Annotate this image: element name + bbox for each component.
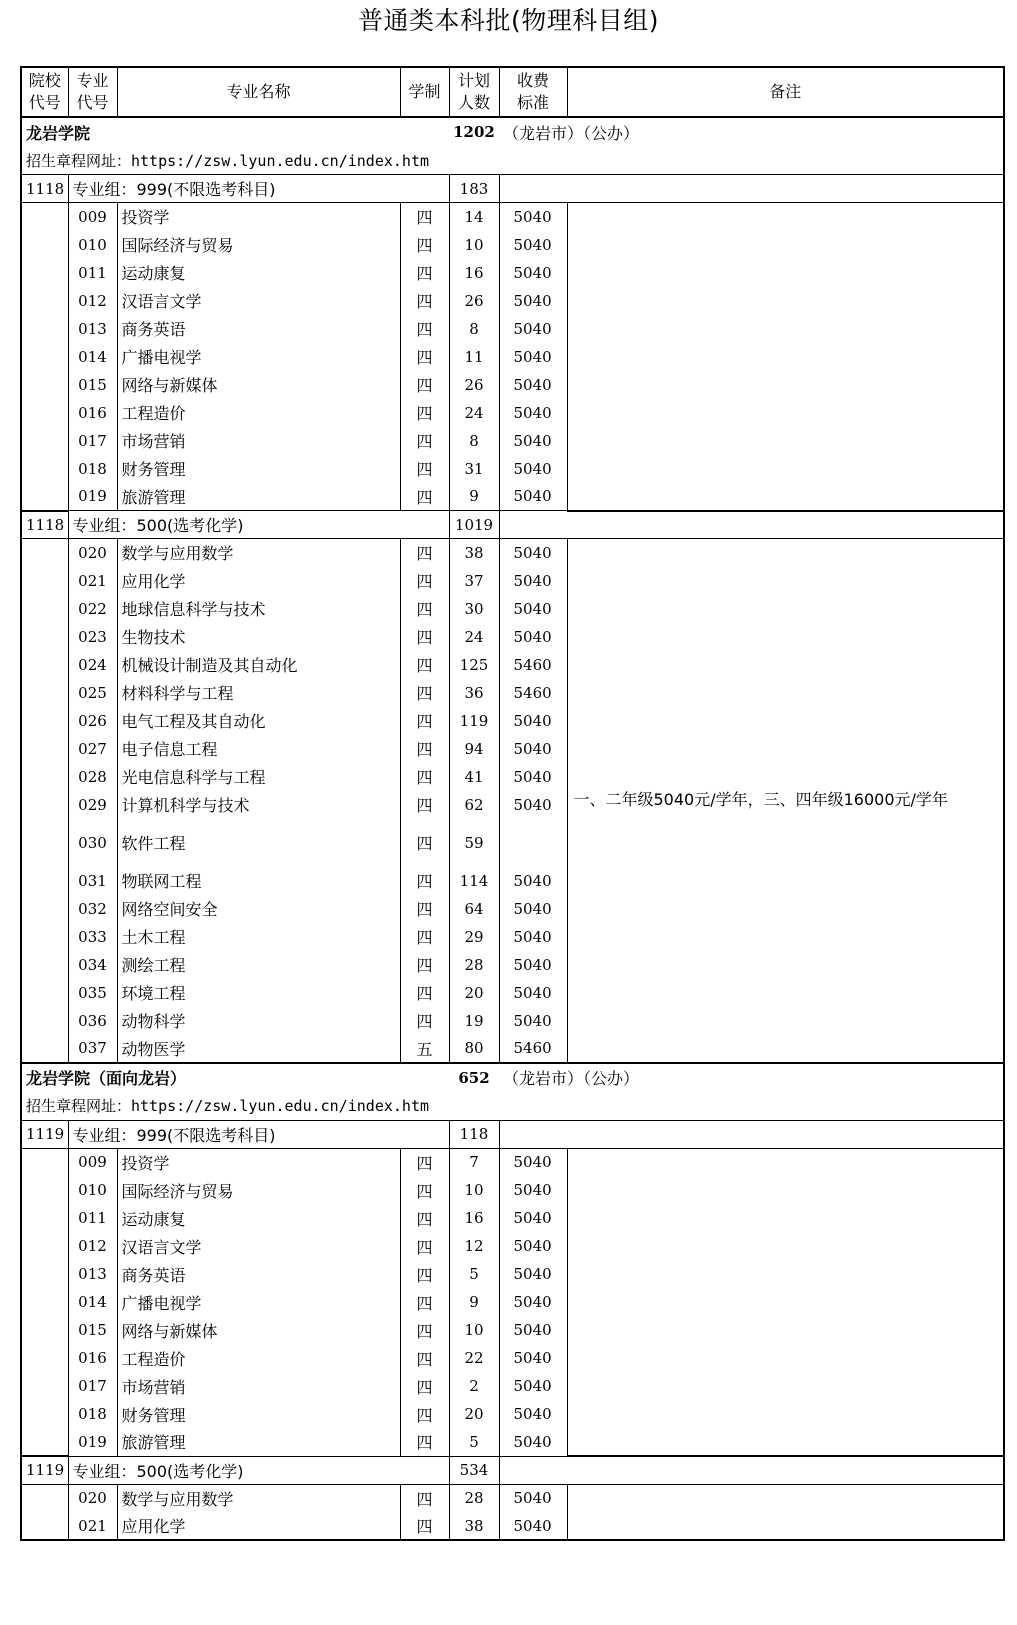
header-row	[21, 67, 1004, 117]
major-plan: 19	[449, 1007, 499, 1035]
major-row	[21, 1148, 1004, 1176]
major-fee	[499, 819, 567, 867]
major-duration: 四	[400, 895, 449, 923]
major-plan: 31	[449, 455, 499, 483]
major-plan: 28	[449, 951, 499, 979]
major-plan: 30	[449, 595, 499, 623]
group-remark	[567, 1484, 1004, 1540]
group-blank	[499, 1120, 1004, 1148]
major-duration: 四	[400, 623, 449, 651]
major-plan: 41	[449, 763, 499, 791]
group-remark	[567, 1148, 1004, 1456]
major-plan: 59	[449, 819, 499, 867]
group-label: 专业组：500(选考化学)	[68, 1456, 449, 1484]
major-plan: 7	[449, 1148, 499, 1176]
major-name: 电子信息工程	[117, 735, 400, 763]
group-blank	[499, 175, 1004, 203]
major-name: 汉语言文学	[117, 287, 400, 315]
major-name: 工程造价	[117, 399, 400, 427]
major-duration: 四	[400, 763, 449, 791]
header-major-name: 专业名称	[117, 67, 400, 117]
group-plan: 183	[449, 175, 499, 203]
major-duration: 四	[400, 651, 449, 679]
group-remark: 一、二年级5040元/学年，三、四年级16000元/学年	[567, 539, 1004, 1063]
major-fee: 5460	[499, 679, 567, 707]
major-duration: 四	[400, 735, 449, 763]
major-duration: 四	[400, 231, 449, 259]
major-code: 009	[68, 203, 117, 231]
group-plan: 118	[449, 1120, 499, 1148]
major-code: 033	[68, 923, 117, 951]
major-fee: 5040	[499, 1288, 567, 1316]
major-fee: 5040	[499, 979, 567, 1007]
major-fee: 5040	[499, 427, 567, 455]
major-plan: 9	[449, 483, 499, 511]
major-code: 009	[68, 1148, 117, 1176]
major-name: 应用化学	[117, 567, 400, 595]
major-name: 网络与新媒体	[117, 371, 400, 399]
major-plan: 64	[449, 895, 499, 923]
major-duration: 四	[400, 259, 449, 287]
major-name: 运动康复	[117, 259, 400, 287]
major-plan: 11	[449, 343, 499, 371]
major-duration: 四	[400, 1232, 449, 1260]
major-code: 011	[68, 259, 117, 287]
group-school-code: 1119	[21, 1456, 68, 1484]
major-code: 020	[68, 1484, 117, 1512]
major-fee: 5040	[499, 1148, 567, 1176]
major-fee: 5040	[499, 867, 567, 895]
major-code: 023	[68, 623, 117, 651]
major-name: 市场营销	[117, 1372, 400, 1400]
major-plan: 38	[449, 539, 499, 567]
major-fee: 5460	[499, 1035, 567, 1063]
major-fee: 5040	[499, 1428, 567, 1456]
major-plan: 114	[449, 867, 499, 895]
major-duration: 四	[400, 1484, 449, 1512]
major-fee: 5040	[499, 455, 567, 483]
major-name: 旅游管理	[117, 1428, 400, 1456]
major-code: 014	[68, 1288, 117, 1316]
major-code: 036	[68, 1007, 117, 1035]
major-plan: 14	[449, 203, 499, 231]
group-school-code: 1119	[21, 1120, 68, 1148]
major-name: 网络与新媒体	[117, 1316, 400, 1344]
admission-charter-url: 招生章程网址：https://zsw.lyun.edu.cn/index.htm	[21, 1092, 1004, 1121]
group-label: 专业组：999(不限选考科目)	[68, 175, 449, 203]
major-plan: 80	[449, 1035, 499, 1063]
major-fee: 5040	[499, 1260, 567, 1288]
school-row	[21, 1063, 1004, 1092]
major-duration: 四	[400, 455, 449, 483]
major-fee: 5040	[499, 1344, 567, 1372]
major-duration: 四	[400, 923, 449, 951]
group-code-blank	[21, 203, 68, 511]
group-code-blank	[21, 539, 68, 1063]
major-duration: 四	[400, 203, 449, 231]
major-fee: 5040	[499, 951, 567, 979]
group-code-blank	[21, 1484, 68, 1540]
major-fee: 5040	[499, 1484, 567, 1512]
major-fee: 5460	[499, 651, 567, 679]
major-group-row	[21, 175, 1004, 203]
school-name: 龙岩学院	[21, 117, 449, 146]
major-duration: 四	[400, 1260, 449, 1288]
major-name: 物联网工程	[117, 867, 400, 895]
major-duration: 四	[400, 1372, 449, 1400]
major-code: 029	[68, 791, 117, 819]
major-plan: 20	[449, 1400, 499, 1428]
school-total-plan: 1202	[449, 117, 499, 146]
major-code: 034	[68, 951, 117, 979]
major-plan: 37	[449, 567, 499, 595]
major-code: 013	[68, 1260, 117, 1288]
major-fee: 5040	[499, 203, 567, 231]
major-fee: 5040	[499, 343, 567, 371]
major-code: 013	[68, 315, 117, 343]
major-plan: 28	[449, 1484, 499, 1512]
major-name: 应用化学	[117, 1512, 400, 1540]
major-name: 汉语言文学	[117, 1232, 400, 1260]
major-name: 数学与应用数学	[117, 1484, 400, 1512]
major-code: 010	[68, 231, 117, 259]
major-fee: 5040	[499, 399, 567, 427]
major-duration: 四	[400, 791, 449, 819]
major-fee: 5040	[499, 231, 567, 259]
major-plan: 20	[449, 979, 499, 1007]
admission-charter-url: 招生章程网址：https://zsw.lyun.edu.cn/index.htm	[21, 146, 1004, 175]
major-name: 财务管理	[117, 1400, 400, 1428]
school-url-row	[21, 146, 1004, 175]
major-fee: 5040	[499, 707, 567, 735]
header-remark: 备注	[567, 67, 1004, 117]
major-code: 028	[68, 763, 117, 791]
major-code: 018	[68, 1400, 117, 1428]
major-fee: 5040	[499, 483, 567, 511]
major-duration: 四	[400, 371, 449, 399]
major-duration: 四	[400, 679, 449, 707]
major-plan: 24	[449, 399, 499, 427]
major-code: 016	[68, 1344, 117, 1372]
school-info: （龙岩市）（公办）	[499, 1063, 1004, 1092]
major-fee: 5040	[499, 623, 567, 651]
major-code: 019	[68, 483, 117, 511]
major-code: 012	[68, 1232, 117, 1260]
major-code: 027	[68, 735, 117, 763]
major-name: 地球信息科学与技术	[117, 595, 400, 623]
major-code: 015	[68, 1316, 117, 1344]
header-fee: 收费 标准	[499, 67, 567, 117]
school-info: （龙岩市）（公办）	[499, 117, 1004, 146]
header-major-code: 专业 代号	[68, 67, 117, 117]
major-fee: 5040	[499, 259, 567, 287]
group-code-blank	[21, 1148, 68, 1456]
major-fee: 5040	[499, 1232, 567, 1260]
major-code: 037	[68, 1035, 117, 1063]
page-title: 普通类本科批(物理科目组)	[357, 6, 659, 35]
major-name: 国际经济与贸易	[117, 231, 400, 259]
major-code: 035	[68, 979, 117, 1007]
major-fee: 5040	[499, 567, 567, 595]
major-code: 021	[68, 567, 117, 595]
major-code: 020	[68, 539, 117, 567]
major-duration: 四	[400, 1344, 449, 1372]
major-fee: 5040	[499, 1512, 567, 1540]
major-group-row	[21, 1120, 1004, 1148]
major-name: 机械设计制造及其自动化	[117, 651, 400, 679]
major-plan: 10	[449, 231, 499, 259]
major-duration: 四	[400, 1316, 449, 1344]
major-duration: 四	[400, 867, 449, 895]
major-name: 投资学	[117, 203, 400, 231]
major-name: 广播电视学	[117, 1288, 400, 1316]
major-duration: 四	[400, 483, 449, 511]
school-url-row	[21, 1092, 1004, 1121]
major-row	[21, 539, 1004, 567]
major-code: 016	[68, 399, 117, 427]
major-duration: 四	[400, 1204, 449, 1232]
major-plan: 26	[449, 287, 499, 315]
major-name: 测绘工程	[117, 951, 400, 979]
major-fee: 5040	[499, 763, 567, 791]
major-fee: 5040	[499, 1372, 567, 1400]
major-fee: 5040	[499, 923, 567, 951]
major-name: 材料科学与工程	[117, 679, 400, 707]
major-plan: 26	[449, 371, 499, 399]
major-duration: 四	[400, 539, 449, 567]
major-name: 商务英语	[117, 1260, 400, 1288]
major-duration: 四	[400, 399, 449, 427]
major-plan: 8	[449, 427, 499, 455]
major-duration: 五	[400, 1035, 449, 1063]
major-fee: 5040	[499, 1316, 567, 1344]
major-code: 024	[68, 651, 117, 679]
major-plan: 36	[449, 679, 499, 707]
major-name: 动物科学	[117, 1007, 400, 1035]
group-plan: 534	[449, 1456, 499, 1484]
major-fee: 5040	[499, 315, 567, 343]
major-code: 031	[68, 867, 117, 895]
major-name: 旅游管理	[117, 483, 400, 511]
major-duration: 四	[400, 287, 449, 315]
major-name: 光电信息科学与工程	[117, 763, 400, 791]
school-name: 龙岩学院（面向龙岩）	[21, 1063, 449, 1092]
major-duration: 四	[400, 1007, 449, 1035]
major-plan: 16	[449, 1204, 499, 1232]
major-name: 数学与应用数学	[117, 539, 400, 567]
group-school-code: 1118	[21, 511, 68, 539]
major-duration: 四	[400, 315, 449, 343]
major-name: 商务英语	[117, 315, 400, 343]
major-name: 电气工程及其自动化	[117, 707, 400, 735]
table-body	[21, 117, 1004, 1540]
major-name: 市场营销	[117, 427, 400, 455]
major-plan: 29	[449, 923, 499, 951]
major-code: 012	[68, 287, 117, 315]
major-group-row	[21, 511, 1004, 539]
major-code: 030	[68, 819, 117, 867]
major-fee: 5040	[499, 735, 567, 763]
major-code: 017	[68, 1372, 117, 1400]
major-name: 财务管理	[117, 455, 400, 483]
major-name: 国际经济与贸易	[117, 1176, 400, 1204]
group-blank	[499, 511, 1004, 539]
major-fee: 5040	[499, 539, 567, 567]
major-fee: 5040	[499, 1400, 567, 1428]
major-code: 010	[68, 1176, 117, 1204]
major-name: 软件工程	[117, 819, 400, 867]
major-duration: 四	[400, 1288, 449, 1316]
major-fee: 5040	[499, 371, 567, 399]
major-plan: 22	[449, 1344, 499, 1372]
major-code: 018	[68, 455, 117, 483]
major-duration: 四	[400, 595, 449, 623]
major-plan: 119	[449, 707, 499, 735]
major-name: 网络空间安全	[117, 895, 400, 923]
group-label: 专业组：999(不限选考科目)	[68, 1120, 449, 1148]
major-code: 015	[68, 371, 117, 399]
major-name: 投资学	[117, 1148, 400, 1176]
major-plan: 10	[449, 1176, 499, 1204]
major-fee: 5040	[499, 595, 567, 623]
major-fee: 5040	[499, 791, 567, 819]
major-duration: 四	[400, 951, 449, 979]
major-fee: 5040	[499, 895, 567, 923]
major-code: 025	[68, 679, 117, 707]
major-plan: 10	[449, 1316, 499, 1344]
school-total-plan: 652	[449, 1063, 499, 1092]
major-plan: 16	[449, 259, 499, 287]
major-plan: 62	[449, 791, 499, 819]
major-name: 计算机科学与技术	[117, 791, 400, 819]
major-fee: 5040	[499, 287, 567, 315]
major-name: 土木工程	[117, 923, 400, 951]
major-name: 运动康复	[117, 1204, 400, 1232]
admission-plan-table	[20, 66, 1005, 1541]
major-plan: 9	[449, 1288, 499, 1316]
major-duration: 四	[400, 1148, 449, 1176]
major-code: 032	[68, 895, 117, 923]
major-code: 017	[68, 427, 117, 455]
major-duration: 四	[400, 567, 449, 595]
major-plan: 12	[449, 1232, 499, 1260]
major-name: 生物技术	[117, 623, 400, 651]
major-fee: 5040	[499, 1007, 567, 1035]
group-school-code: 1118	[21, 175, 68, 203]
major-name: 广播电视学	[117, 343, 400, 371]
major-fee: 5040	[499, 1176, 567, 1204]
major-duration: 四	[400, 1176, 449, 1204]
major-name: 动物医学	[117, 1035, 400, 1063]
major-code: 019	[68, 1428, 117, 1456]
major-name: 环境工程	[117, 979, 400, 1007]
major-duration: 四	[400, 343, 449, 371]
group-plan: 1019	[449, 511, 499, 539]
major-duration: 四	[400, 819, 449, 867]
major-plan: 24	[449, 623, 499, 651]
major-duration: 四	[400, 1512, 449, 1540]
group-remark	[567, 203, 1004, 511]
major-fee: 5040	[499, 1204, 567, 1232]
major-plan: 94	[449, 735, 499, 763]
major-row	[21, 203, 1004, 231]
major-code: 014	[68, 343, 117, 371]
major-code: 011	[68, 1204, 117, 1232]
header-duration: 学制	[400, 67, 449, 117]
major-code: 021	[68, 1512, 117, 1540]
major-row	[21, 1484, 1004, 1512]
major-plan: 5	[449, 1260, 499, 1288]
major-duration: 四	[400, 707, 449, 735]
major-plan: 5	[449, 1428, 499, 1456]
major-duration: 四	[400, 427, 449, 455]
major-name: 工程造价	[117, 1344, 400, 1372]
school-row	[21, 117, 1004, 146]
major-plan: 125	[449, 651, 499, 679]
header-school-code: 院校 代号	[21, 67, 68, 117]
major-plan: 2	[449, 1372, 499, 1400]
major-duration: 四	[400, 1400, 449, 1428]
major-plan: 8	[449, 315, 499, 343]
major-plan: 38	[449, 1512, 499, 1540]
major-duration: 四	[400, 979, 449, 1007]
group-blank	[499, 1456, 1004, 1484]
major-code: 022	[68, 595, 117, 623]
group-label: 专业组：500(选考化学)	[68, 511, 449, 539]
major-code: 026	[68, 707, 117, 735]
major-duration: 四	[400, 1428, 449, 1456]
major-group-row	[21, 1456, 1004, 1484]
header-plan: 计划 人数	[449, 67, 499, 117]
